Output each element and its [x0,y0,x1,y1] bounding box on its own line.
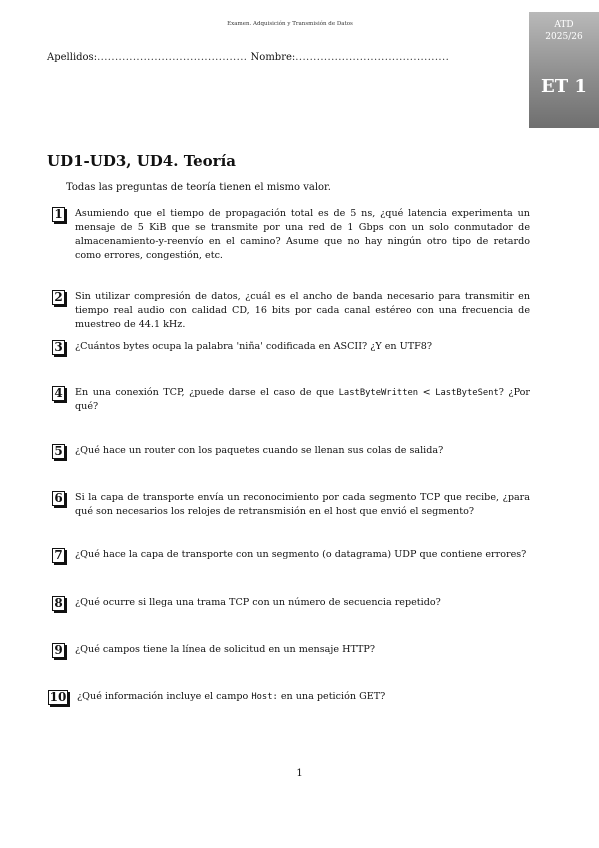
question-6 [52,491,530,519]
question-8 [52,596,530,611]
question-3 [52,340,530,355]
question-number: 1 [52,207,65,222]
code-host: Host: [251,692,278,702]
name-field[interactable]: ........................................... [295,52,450,63]
question-number: 8 [52,596,65,611]
question-number: 3 [52,340,65,355]
question-text: ¿Qué ocurre si llega una trama TCP con un número de secuencia repetido? [75,597,441,608]
question-5 [52,444,530,459]
question-text: ¿Qué hace un router con los paquetes cuando se llenan sus colas de salida? [75,445,444,456]
course-year: 2025/26 [545,32,583,42]
question-number: 7 [52,548,65,563]
question-text: ¿Qué hace la capa de transporte con un segmento (o datagrama) UDP que contiene errores? [75,549,527,560]
page-number: 1 [296,768,303,779]
question-number: 10 [49,690,67,704]
question-7 [52,548,530,563]
question-number: 9 [52,643,65,658]
section-title: UD1-UD3, UD4. Teoría [47,152,237,170]
question-10 [49,690,530,705]
surname-field[interactable]: .......................................... [97,52,248,63]
student-name-line [47,52,517,63]
question-2 [52,290,530,332]
question-text: ¿Cuántos bytes ocupa la palabra 'niña' codificada en ASCII? ¿Y en UTF8? [75,341,433,352]
exam-tab [529,12,599,128]
exam-id: ET 1 [541,76,587,97]
question-text: En una conexión TCP, ¿puede darse el caso de que LastByteWritten < LastByteSent? ¿Por qué? [75,387,531,412]
code-lastbytewritten: LastByteWritten [338,388,419,398]
question-text: Si la capa de transporte envía un reconocimiento por cada segmento TCP que recibe, ¿para qué son necesarios los relojes de retransmisión en el host que envió el segmento? [75,492,530,517]
question-text: ¿Qué información incluye el campo Host: en una petición GET? [77,691,386,702]
page-header: Examen. Adquisición y Transmisión de Datos [227,21,353,27]
question-number: 2 [52,290,65,305]
question-4 [52,386,530,414]
question-number: 6 [52,491,65,506]
name-label: Nombre: [247,52,296,63]
course-code: ATD [554,20,574,30]
question-number: 4 [52,386,65,401]
intro-text: Todas las preguntas de teoría tienen el mismo valor. [66,182,331,193]
question-number: 5 [52,444,65,459]
question-1 [52,207,530,263]
surname-label: Apellidos: [47,52,98,63]
question-text: ¿Qué campos tiene la línea de solicitud en un mensaje HTTP? [75,644,376,655]
question-text: Sin utilizar compresión de datos, ¿cuál es el ancho de banda necesario para transmitir en tiempo real audio con calidad CD, 16 bits por cada canal estéreo con una frecuencia de muestreo de 44.1 kHz. [75,291,530,330]
question-9 [52,643,530,658]
question-text: Asumiendo que el tiempo de propagación total es de 5 ns, ¿qué latencia experimenta un mensaje de 5 KiB que se transmite por una red de 1 Gbps con un solo conmutador de almacenamiento-y-reenvío en el camino? Asume que no hay ningún otro tipo de retardo como errores, congestión, etc. [75,208,530,261]
code-lastbytesent: LastByteSent [435,388,499,398]
